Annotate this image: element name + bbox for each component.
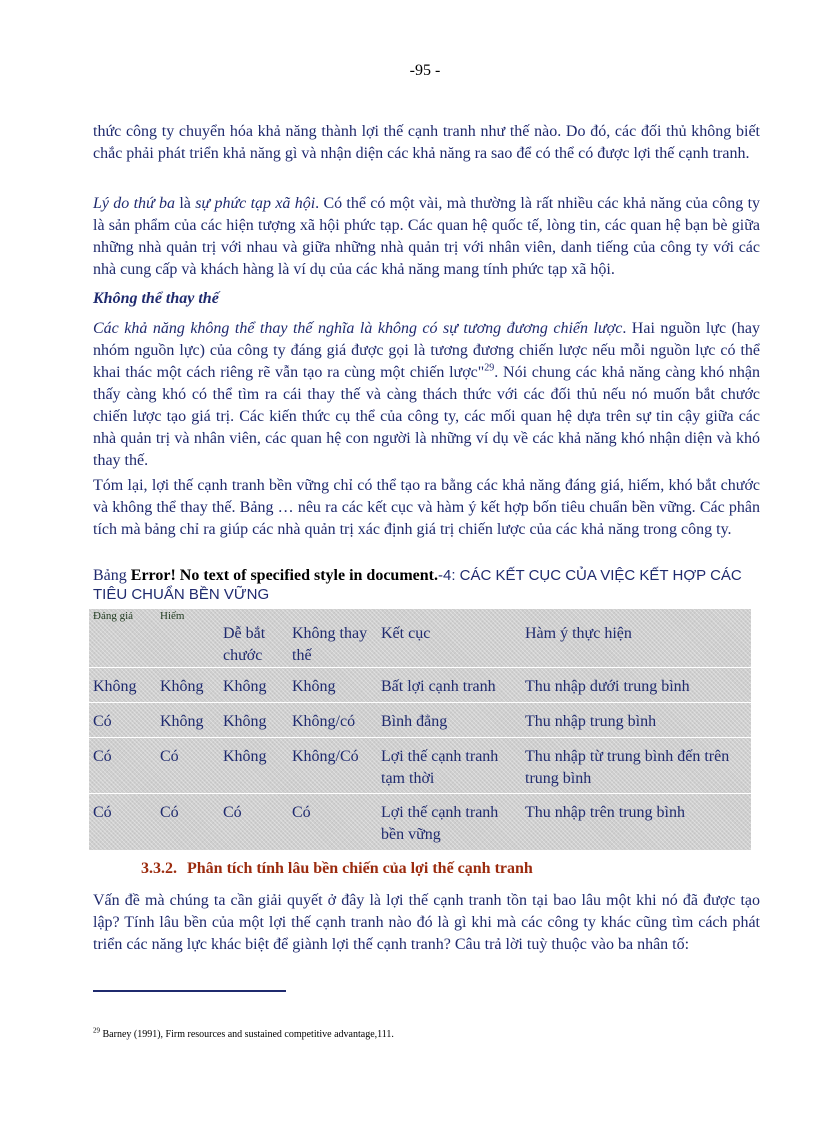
section-number: 3.3.2.: [141, 860, 177, 877]
reason-label: Lý do thứ ba: [93, 195, 176, 212]
paragraph-1: thức công ty chuyển hóa khả năng thành lợi thế cạnh tranh như thế nào. Do đó, các đối thủ không biết chắc phải phát triển khả năng gì và nhận diện các khả năng ra sao để có thể có được lợi thế cạnh tranh.: [93, 123, 760, 162]
caption-title: -4: CÁC KẾT CỤC CỦA VIỆC KẾT HỢP CÁC TIÊU CHUẨN BỀN VỮNG: [93, 567, 742, 603]
subheading: Không thể thay thế: [93, 290, 219, 307]
table-row: [89, 703, 751, 738]
definition-text: Các khả năng không thể thay thế nghĩa là không có sự tương đương chiến lược: [93, 320, 623, 337]
table-header-row: [89, 609, 751, 668]
footnote-divider: [93, 990, 286, 992]
table-row: [89, 794, 751, 850]
table-cell: Có: [93, 748, 112, 765]
table-cell: Không: [223, 713, 267, 730]
table-cell: Có: [93, 804, 112, 821]
table-cell: Thu nhập trên trung bình: [525, 804, 685, 821]
table-cell: Không: [160, 678, 204, 695]
section-heading: [141, 860, 533, 878]
table-cell: Có: [93, 713, 112, 730]
header-nonsubstitutable: Không thay thế: [292, 625, 368, 664]
table-cell: Không: [93, 678, 137, 695]
footnote-number: 29: [93, 1026, 100, 1035]
paragraph-3: [93, 318, 760, 472]
header-imitable: Dễ bắt chước: [223, 625, 266, 664]
table-cell: Có: [223, 804, 242, 821]
table-cell: Có: [292, 804, 311, 821]
header-rare: Hiếm: [160, 610, 185, 622]
table-cell: Không: [223, 748, 267, 765]
reason-connector: là: [175, 195, 196, 212]
header-outcome: Kết cục: [381, 625, 431, 642]
table-cell: Thu nhập từ trung bình đến trên trung bình: [525, 748, 730, 787]
table-cell: Lợi thế cạnh tranh tạm thời: [381, 748, 499, 787]
table-cell: Thu nhập trung bình: [525, 713, 657, 730]
paragraph-3-part-1: . Hai nguồn lực (hay nhóm nguồn lực) của công ty đáng giá được gọi là tương đương chiến lược nếu mỗi nguồn lực có thể khai thác một cách riêng rẽ vẫn tạo ra cùng một chiến lược": [93, 320, 761, 381]
reason-term: sự phức tạp xã hội: [195, 195, 316, 212]
table-cell: Không: [292, 678, 336, 695]
table-cell: Có: [160, 804, 179, 821]
paragraph-2: [93, 193, 760, 281]
table-cell: Có: [160, 748, 179, 765]
caption-prefix: Bảng: [93, 567, 131, 584]
caption-error: Error! No text of specified style in document.: [130, 567, 438, 584]
page-number: -95 -: [409, 62, 441, 79]
section-title: Phân tích tính lâu bền chiến của lợi thế cạnh tranh: [187, 860, 533, 877]
table-cell: Không: [223, 678, 267, 695]
table-cell: Không/có: [292, 713, 356, 730]
paragraph-2-body: . Có thể có một vài, mà thường là rất nhiều các khả năng của công ty là sản phẩm của các hiện tượng xã hội phức tạp. Các quan hệ quốc tế, lòng tin, các quan hệ bạn bè giữa những nhà quản trị với nhau và giữa những nhà quản trị với nhân viên, danh tiếng của công ty với các nhà cung cấp và khách hàng là ví dụ của các khả năng mang tính phức tạp xã hội.: [93, 195, 761, 278]
header-implication: Hàm ý thực hiện: [525, 625, 632, 642]
table-cell: Không: [160, 713, 204, 730]
table-row: [89, 738, 751, 794]
table-cell: Không/Có: [292, 748, 359, 765]
table-caption: [93, 566, 760, 604]
paragraph-5: Vấn đề mà chúng ta cần giải quyết ở đây là lợi thế cạnh tranh tồn tại bao lâu một khi nó đã được tạo lập? Tính lâu bền của một lợi thế cạnh tranh nào đó là gì khi mà các công ty khác cũng tìm cách phát triển các năng lực khác biệt để giành lợi thế cạnh tranh? Câu trả lời tuỳ thuộc vào ba nhân tố:: [93, 892, 760, 953]
footnote-reference[interactable]: 29: [484, 362, 495, 374]
paragraph-4: Tóm lại, lợi thế cạnh tranh bền vững chỉ có thể tạo ra bằng các khả năng đáng giá, hiếm, khó bắt chước và không thể thay thế. Bảng … nêu ra các kết cục và hàm ý kết hợp bốn tiêu chuẩn bền vững. Các phân tích mà bảng chỉ ra giúp các nhà quản trị xác định giá trị chiến lược của các khả năng trong công ty.: [93, 477, 760, 538]
paragraph-3-part-2: . Nói chung các khả năng càng khó nhận thấy càng khó có thể tìm ra cái thay thế và càng thách thức với các đối thủ nếu nó muốn bắt chước chiến lược tạo giá trị. Các kiến thức cụ thể của công ty, các mối quan hệ dựa trên sự tin cậy giữa các nhà quản trị và nhân viên, các quan hệ con người là những ví dụ về các khả năng khó nhận diện và khó thay thế.: [93, 364, 760, 469]
table-row: [89, 668, 751, 703]
table-cell: Bình đẳng: [381, 713, 448, 730]
table-cell: Bất lợi cạnh tranh: [381, 678, 496, 695]
table-cell: Thu nhập dưới trung bình: [525, 678, 690, 695]
footnote-text: Barney (1991), Firm resources and sustained competitive advantage,111.: [100, 1029, 394, 1040]
footnote: [93, 1026, 394, 1040]
table-cell: Lợi thế cạnh tranh bền vững: [381, 804, 499, 843]
outcomes-table: [89, 609, 751, 850]
header-valuable: Đáng giá: [93, 610, 134, 622]
